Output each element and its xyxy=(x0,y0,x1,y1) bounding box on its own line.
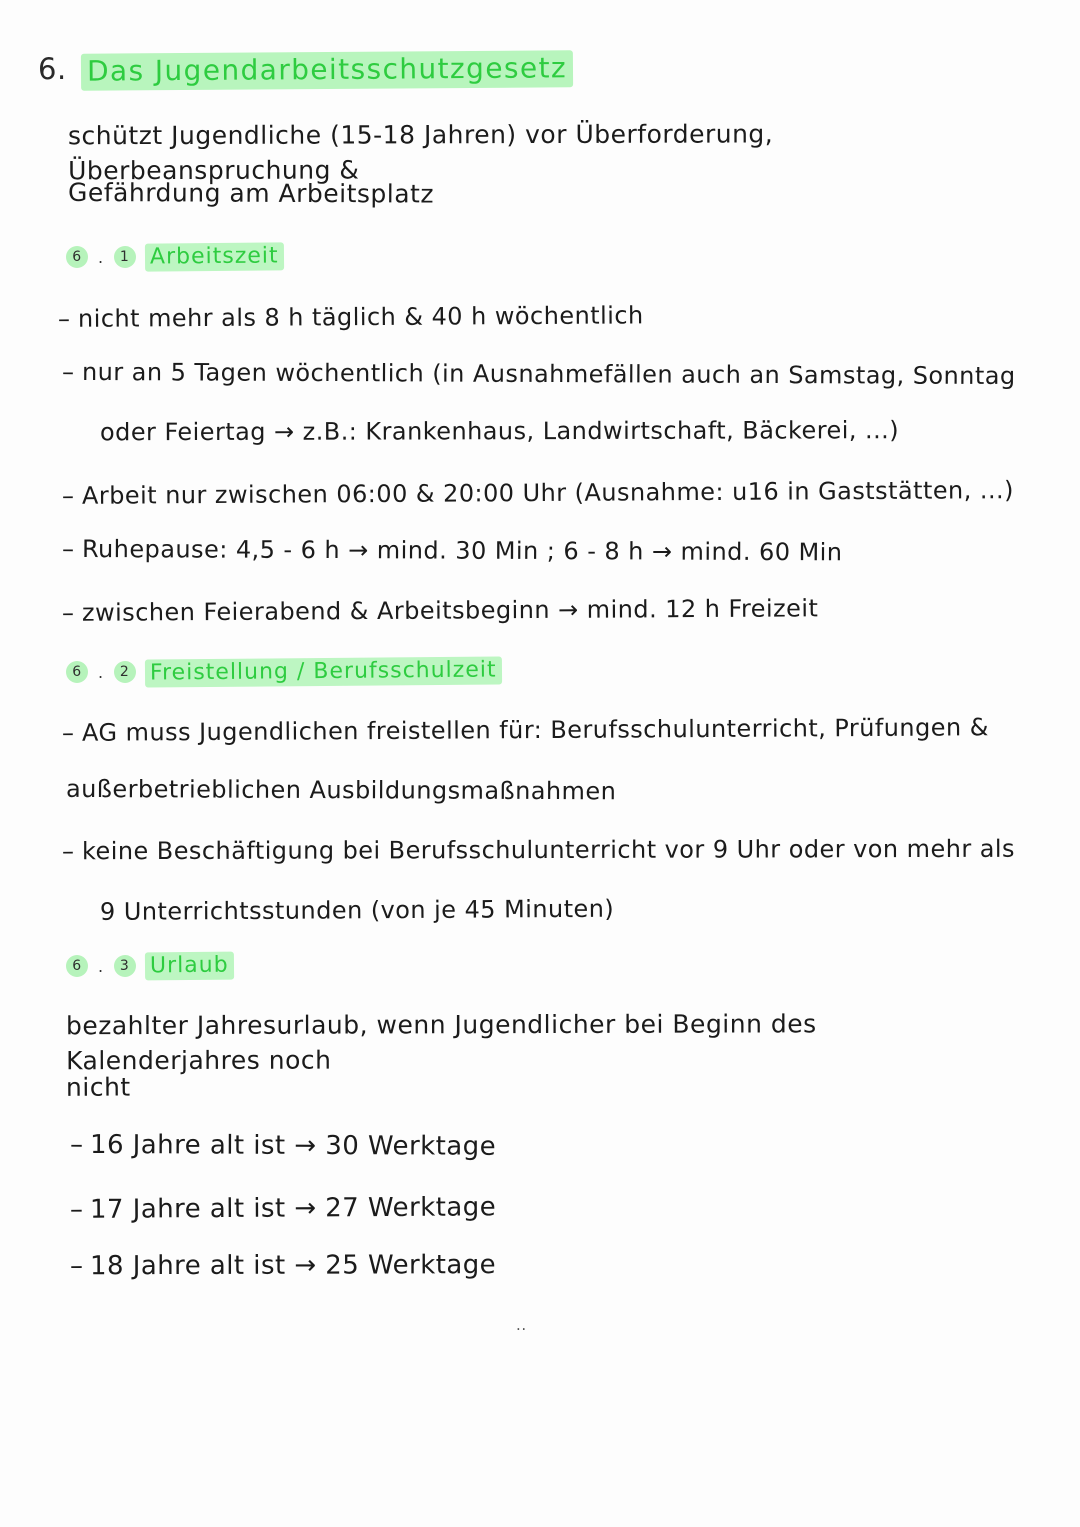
intro-line-1: schützt Jugendliche (15-18 Jahren) vor Überforderung, Überbeanspruchung & xyxy=(67,119,774,185)
section-heading-6-3 xyxy=(66,952,233,980)
bullet-dash: – xyxy=(61,534,75,563)
section-number-minor-6-2: 2 xyxy=(114,661,136,683)
list-item xyxy=(62,833,1022,868)
urlaub-lead-line-1: bezahlter Jahresurlaub, wenn Jugendlicher bei Beginn des Kalenderjahres noch xyxy=(65,1009,817,1075)
section-title-6-1: Arbeitszeit xyxy=(145,242,284,271)
section-title-6-3: Urlaub xyxy=(145,952,234,981)
bullet-dash: – xyxy=(69,1194,84,1225)
section-heading-6-1 xyxy=(66,243,283,271)
section-number-major-6-1: 6 xyxy=(66,246,88,268)
bullet-dash: – xyxy=(61,718,75,747)
list-item xyxy=(70,1247,1030,1284)
section-separator-6-1: . xyxy=(98,247,104,267)
section-title-6-2: Freistellung / Berufsschulzeit xyxy=(145,656,502,687)
list-item-text: 16 Jahre alt ist → 30 Werktage xyxy=(89,1129,497,1162)
list-item xyxy=(62,591,1022,629)
list-item-text: Ruhepause: 4,5 - 6 h → mind. 30 Min ; 6 - 8 h → mind. 60 Min xyxy=(81,534,843,567)
list-item-continuation: außerbetrieblichen Ausbildungsmaßnahmen xyxy=(65,774,617,806)
bullet-dash: – xyxy=(61,481,75,510)
urlaub-lead-line-2: nicht xyxy=(65,1072,131,1102)
list-item-text: AG muss Jugendlichen freistellen für: Berufsschulunterricht, Prüfungen & xyxy=(81,713,989,747)
section-number-minor-6-3: 3 xyxy=(114,955,136,977)
section-heading-6-2 xyxy=(66,658,501,686)
list-item-text: nicht mehr als 8 h täglich & 40 h wöchentlich xyxy=(77,301,644,333)
main-heading-text: Das Jugendarbeitsschutzgesetz xyxy=(81,50,573,90)
section-separator-6-2: . xyxy=(98,662,104,682)
section-separator-6-3: . xyxy=(98,956,104,976)
list-item-text: zwischen Feierabend & Arbeitsbeginn → mind. 12 h Freizeit xyxy=(81,594,819,627)
list-item xyxy=(62,711,1022,749)
list-item xyxy=(70,1187,1030,1228)
list-item xyxy=(70,1128,1030,1167)
section-number-minor-6-1: 1 xyxy=(114,246,136,268)
list-item-text: nur an 5 Tagen wöchentlich (in Ausnahmefällen auch an Samstag, Sonntag xyxy=(81,357,1016,391)
list-item-text: 18 Jahre alt ist → 25 Werktage xyxy=(89,1250,497,1282)
list-item-text: keine Beschäftigung bei Berufsschulunterricht vor 9 Uhr oder von mehr als xyxy=(81,834,1016,866)
bullet-dash: – xyxy=(61,357,75,386)
footer-mark: .. xyxy=(516,1316,527,1334)
bullet-dash: – xyxy=(57,304,71,333)
list-item-continuation: oder Feiertag → z.B.: Krankenhaus, Landwirtschaft, Bäckerei, ...) xyxy=(99,416,900,447)
list-item xyxy=(62,474,1022,512)
bullet-dash: – xyxy=(69,1251,84,1282)
list-item xyxy=(62,533,1022,569)
bullet-dash: – xyxy=(69,1129,84,1160)
section-number-major-6-2: 6 xyxy=(66,661,88,683)
section-number-major-6-3: 6 xyxy=(66,955,88,977)
intro-line-2: Gefährdung am Arbeitsplatz xyxy=(67,177,435,209)
list-item-text: Arbeit nur zwischen 06:00 & 20:00 Uhr (Ausnahme: u16 in Gaststätten, ...) xyxy=(81,476,1014,510)
main-heading xyxy=(38,52,573,89)
main-heading-number: 6. xyxy=(38,52,67,86)
list-item xyxy=(58,297,1018,335)
bullet-dash: – xyxy=(61,837,75,866)
list-item-text: 17 Jahre alt ist → 27 Werktage xyxy=(89,1192,497,1225)
list-item-continuation: 9 Unterrichtsstunden (von je 45 Minuten) xyxy=(99,894,615,926)
bullet-dash: – xyxy=(61,598,75,627)
list-item xyxy=(62,356,1022,392)
